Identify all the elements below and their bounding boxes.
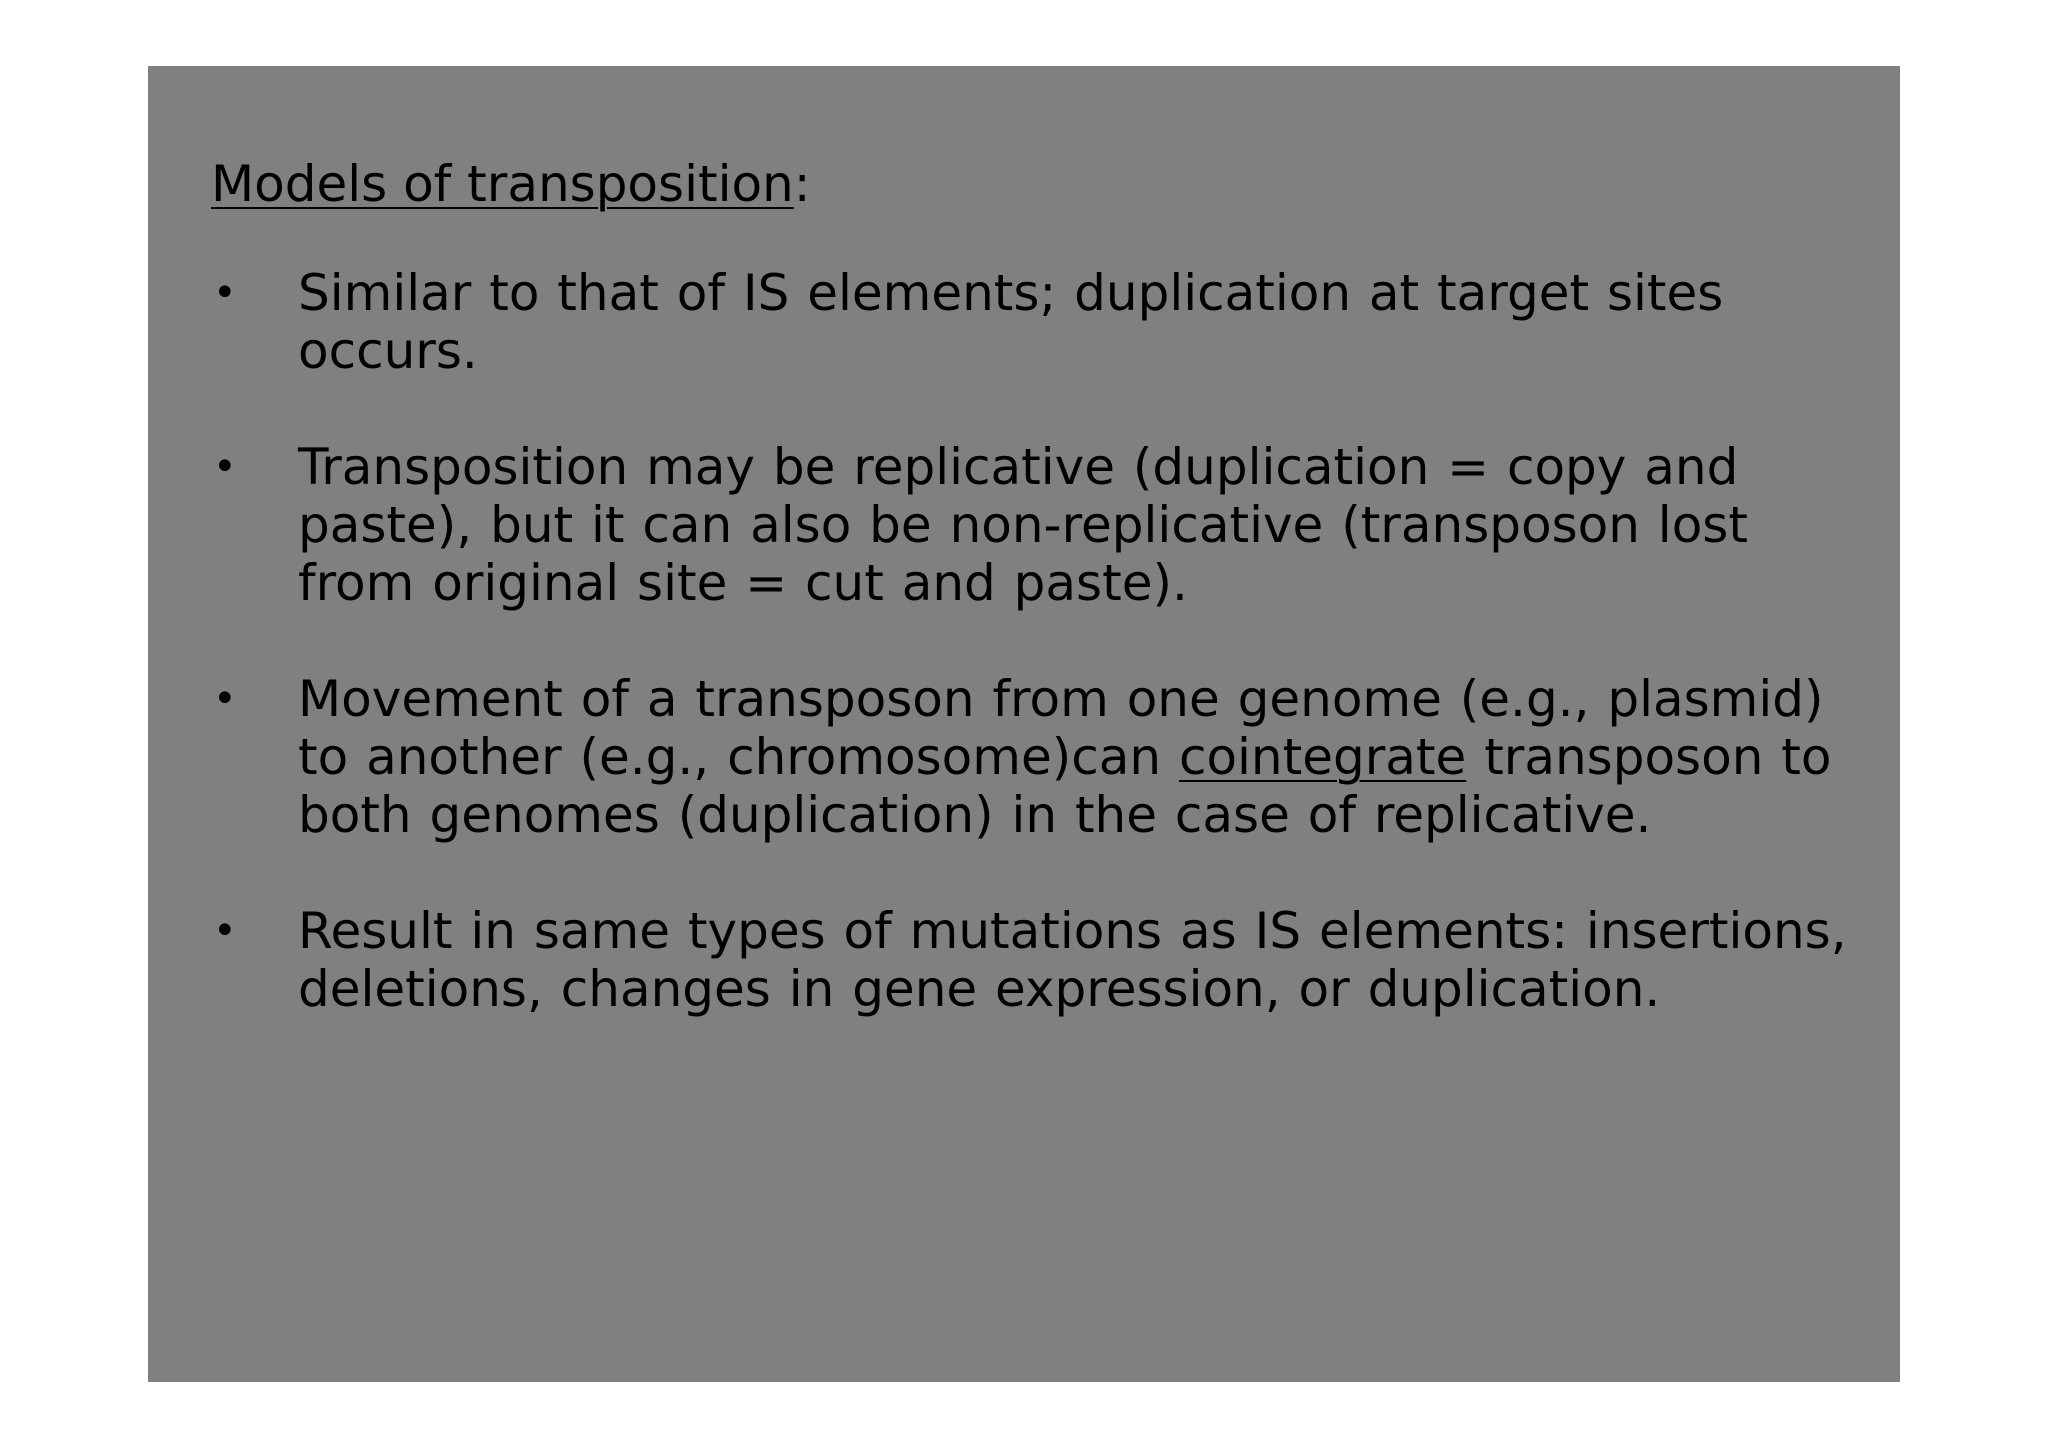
bullet-text-before: Movement of a transposon from one genome (e.g., plasmid) to another (e.g., chromosome)can: [298, 670, 1824, 786]
slide-title-suffix: :: [793, 155, 811, 213]
slide-content: [211, 154, 1851, 1076]
slide-title: [211, 154, 1851, 214]
bullet-item: [211, 902, 1851, 1018]
bullet-icon: •: [213, 444, 237, 490]
bullet-item: [211, 670, 1851, 844]
bullet-text: Result in same types of mutations as IS elements: insertions, deletions, changes in gene expression, or duplication.: [298, 902, 1847, 1018]
bullet-text-after: transposon to both genomes (duplication) in the case of replicative.: [298, 728, 1832, 844]
bullet-icon: •: [213, 676, 237, 722]
bullet-item: [211, 264, 1851, 380]
bullet-text-underlined: cointegrate: [1178, 728, 1467, 786]
bullet-list: [211, 264, 1851, 1018]
bullet-icon: •: [213, 270, 237, 316]
bullet-text: Transposition may be replicative (duplication = copy and paste), but it can also be non-replicative (transposon lost from original site = cut and paste).: [298, 438, 1748, 612]
bullet-item: [211, 438, 1851, 612]
bullet-text: Similar to that of IS elements; duplication at target sites occurs.: [298, 264, 1724, 380]
bullet-icon: •: [213, 908, 237, 954]
slide-title-text: Models of transposition: [211, 155, 794, 213]
slide: [148, 66, 1900, 1382]
